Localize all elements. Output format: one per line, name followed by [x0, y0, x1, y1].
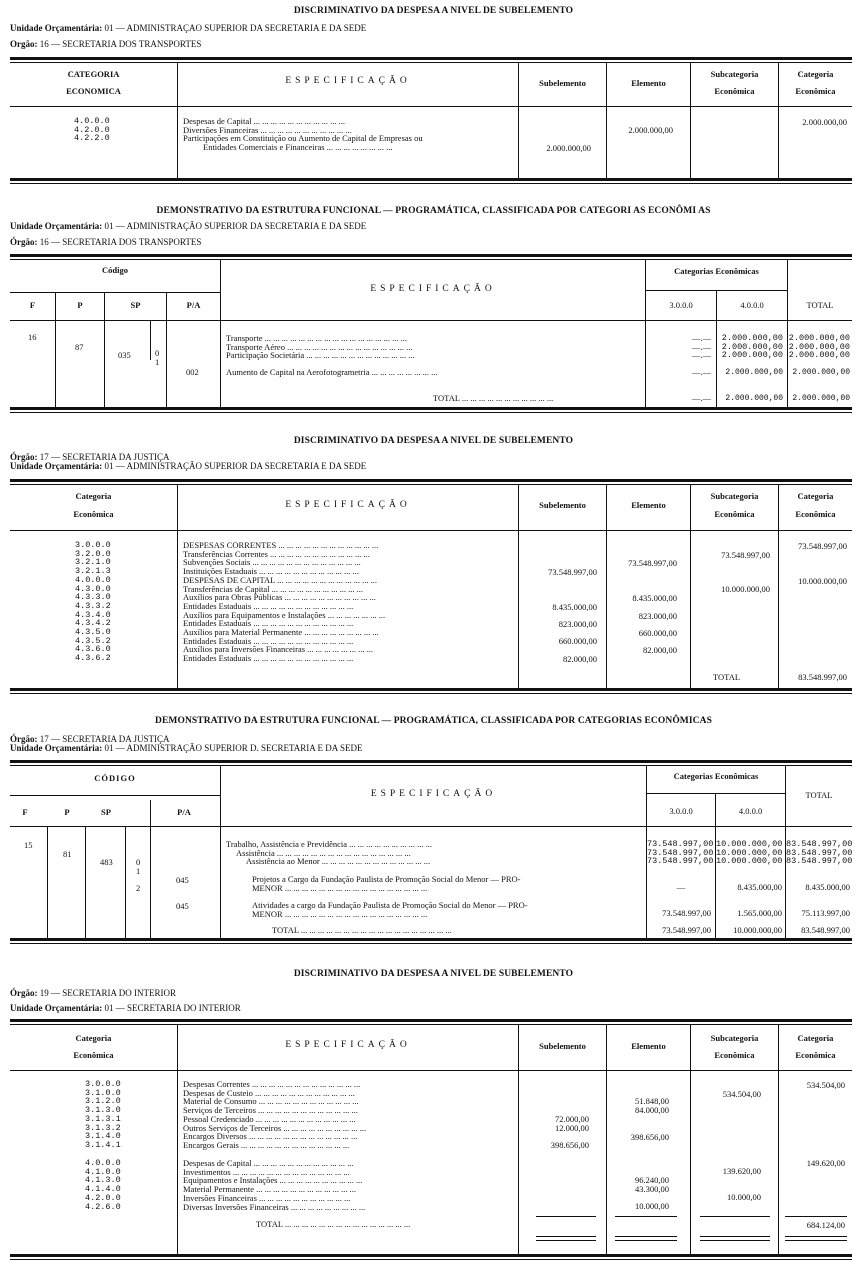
s3-codes: 3.0.0.0 3.2.0.0 3.2.1.0 3.2.1.3 4.0.0.0 4.3.0.0 4.3.3.0 4.3.3.2 4.3.4.0 4.3.4.2 4.3.5.0 4.3.5.2 4.3.6.0 4.3.6.2 [75, 540, 111, 664]
s4-f: 15 [24, 840, 33, 850]
s1-h-spec: ESPECIFICAÇÃO [285, 76, 411, 86]
s2-h-pa: P/A [186, 300, 201, 310]
s4-sub: 0 1 [136, 857, 141, 876]
s3-sub-1: 8.435.000,00 [552, 602, 597, 612]
s5-h-cat1: Categoria [75, 1033, 112, 1043]
s2-p: 87 [75, 342, 84, 352]
s5-cat-0: 534.504,00 [806, 1080, 845, 1090]
s4-title: DEMONSTRATIVO DA ESTRUTURA FUNCIONAL — PROGRAMÁTICA, CLASSIFICADA POR CATEGORIAS ECONÔMICAS [155, 716, 712, 726]
s4-h-f: F [22, 807, 28, 817]
s2-unidade: Unidade Orçamentária: 01 — ADMINISTRAÇÃO SUPERIOR DA SECRETARIA E DA SEDE [10, 221, 367, 231]
s4-h-spec: ESPECIFICAÇÃO [370, 789, 497, 799]
s5-cat-1: 149.620,00 [806, 1158, 845, 1168]
s2-f: 16 [28, 332, 37, 342]
s2-h-categorias: Categorias Econômicas [674, 266, 759, 276]
s3-h-subcat1: Subcategoria [710, 491, 759, 501]
s3-total-value: 83.548.997,00 [798, 672, 847, 682]
s1-elemento: 2.000.000,00 [628, 125, 673, 135]
s4-c4: 10.000.000,00 10.000.000,00 10.000.000,00 [716, 839, 783, 867]
s2-orgao: Órgão: 16 — SECRETARIA DOS TRANSPORTES [10, 237, 202, 247]
s5-h-spec: ESPECIFICAÇÃO [285, 1040, 411, 1050]
s2-h-total: TOTAL [806, 300, 834, 310]
s1-codes: 4.0.0.0 4.2.0.0 4.2.2.0 [74, 116, 110, 144]
s2-total-c4: 2.000.000,00 [725, 394, 783, 403]
s1-orgao: Orgão: 16 — SECRETARIA DOS TRANSPORTES [10, 39, 202, 49]
s5-total-label: TOTAL ... ... ... ... ... ... ... ... ... ... ... ... ... ... ... [256, 1219, 411, 1229]
s3-cat-1: 10.000.000,00 [798, 576, 847, 586]
s2-h-f: F [29, 300, 36, 310]
s3-sub-4: 82.000,00 [563, 654, 597, 664]
s1-h-categoria: CATEGORIA [67, 69, 120, 79]
s4-total-c4: 10.000.000,00 [733, 925, 782, 935]
s2-h-4000: 4.0.0.0 [740, 300, 764, 310]
s2-title: DEMONSTRATIVO DA ESTRUTURA FUNCIONAL — PROGRAMÁTICA, CLASSIFICADA POR CATEGORI AS ECONÔMI AS [156, 206, 711, 216]
s4-orgao: Órgão: 17 — SECRETARIA DA JUSTIÇA [10, 734, 170, 744]
s2-h-codigo: Código [102, 265, 128, 275]
s5-elem-c: 96.240,00 43.300,00 [635, 1175, 669, 1194]
s2-aum-total: 2.000.000,00 [792, 368, 850, 377]
s2-total-total: 2.000.000,00 [792, 394, 850, 403]
s4-sp: 483 [100, 857, 113, 867]
s5-elem-b: 398.656,00 [630, 1132, 669, 1142]
s4-h-categorias: Categorias Econômicas [673, 771, 759, 781]
s3-elem-2: 823.000,00 [638, 611, 677, 621]
s3-elem-4: 82.000,00 [643, 645, 677, 655]
s3-h-subelemento: Subelemento [539, 500, 586, 510]
s2-h-sp: SP [130, 300, 141, 310]
s1-h-subcat1: Subcategoria [710, 69, 759, 79]
s3-orgao: Órgão: 17 — SECRETARIA DA JUSTIÇA [10, 452, 170, 462]
s5-h-cat2: Econômica [73, 1050, 114, 1060]
s3-h-subcat2: Econômica [714, 509, 755, 519]
s2-h-3000: 3.0.0.0 [669, 300, 693, 310]
s5-sub-b: 398.656,00 [550, 1140, 589, 1150]
s5-title: DISCRIMINATIVO DA DESPESA A NIVEL DE SUBELEMENTO [293, 969, 574, 979]
s4-pa-1: 045 [176, 901, 189, 911]
s4-ativ-total: 75.113.997,00 [801, 908, 850, 918]
s5-desc-b: Despesas de Capital ... ... ... ... ... ... ... ... ... ... ... ... Investimentos ... ... ... ... ... ... ... ... ... ... ... ... ... ... Equipamentos e Instalações ... ... ... ... ... ... ... ... ... ... Material Permanente ... ... ... ... ... ... ... ... ... ... ... ... Inversões Financeiras ... ... ... ... ... ... ... ... ... ... ... Diversas Inversões Financeiras ... ... ... ... ... ... ... ... ... [183, 1158, 366, 1212]
s4-h-3000: 3.0.0.0 [669, 806, 693, 816]
s5-total-value: 684.124,00 [806, 1220, 845, 1230]
s3-elem-1: 8.435.000,00 [632, 593, 677, 603]
s5-elem-d: 10.000,00 [635, 1201, 669, 1211]
s3-elem-0: 73.548.997,00 [628, 558, 677, 568]
s1-h-economica: ECONOMICA [66, 86, 121, 96]
s5-h-catb2: Econômica [795, 1050, 836, 1060]
s4-pa-0: 045 [176, 875, 189, 885]
s1-h-subcat2: Econômica [714, 86, 755, 96]
s4-unidade: Unidade Orçamentária: 01 — ADMINISTRAÇÃO SUPERIOR D. SECRETARIA E DA SEDE [10, 743, 363, 753]
s2-desc: Transporte ... ... ... ... ... ... ... ... ... ... ... ... ... ... ... ... ... Transporte Aéreo ... ... ... ... ... ... ... ... ... ... ... ... ... ... ... Participação Societária ... ... ... ... ... ... ... ... ... ... ... ... ... [226, 333, 415, 361]
s4-proj-c3: — [676, 882, 686, 892]
s1-desc: Despesas de Capital ... ... ... ... ... ... ... ... ... ... ... Diversões Financeiras ... ... ... ... ... ... ... ... ... ... ... Participações em Constituição ou Aumento de Capital de Empresas ou Entidades Comerciais e Financeiras ... ... ... ... ... ... ... ... [183, 116, 423, 153]
s2-total-col: 2.000.000,00 2.000.000,00 2.000.000,00 [788, 333, 850, 361]
s2-h-spec: ESPECIFICAÇÃO [370, 284, 496, 294]
s5-subcat-0: 534.504,00 [722, 1089, 761, 1099]
s4-h-sp: SP [101, 807, 111, 817]
s4-h-total: TOTAL [805, 790, 833, 800]
s3-h-catb1: Categoria [797, 491, 834, 501]
s1-h-cat1: Categoria [797, 69, 834, 79]
s5-desc-a: Despesas Correntes ... ... ... ... ... ... ... ... ... ... ... ... ... Despesas de Custeio ... ... ... ... ... ... ... ... ... ... ... ... Material de Consumo ... ... ... ... ... ... ... ... ... ... ... ... Serviços de Terceiros ... ... ... ... ... ... ... ... ... ... ... ... Pessoal Credenciado ... ... ... ... ... ... ... ... ... ... ... ... Outros Serviços de Terceiros ... ... ... ... ... ... ... ... ... ... Encargos Diversos ... ... ... ... ... ... ... ... ... ... ... ... ... Encargos Gerais ... ... ... ... ... ... ... ... ... ... ... ... ... [183, 1079, 367, 1150]
s2-sp: 035 [118, 350, 131, 360]
s4-total-total: 83.548.997,00 [801, 925, 850, 935]
s3-h-catb2: Econômica [795, 509, 836, 519]
s5-subcat-1: 139.620,00 [722, 1166, 761, 1176]
s5-codes-a: 3.0.0.0 3.1.0.0 3.1.2.0 3.1.3.0 3.1.3.1 3.1.3.2 3.1.4.0 3.1.4.1 [85, 1079, 121, 1150]
s3-h-spec: ESPECIFICAÇÃO [285, 500, 411, 510]
s3-cat-0: 73.548.997,00 [798, 541, 847, 551]
s3-elem-3: 660.000,00 [638, 628, 677, 638]
s4-total-label: TOTAL ... ... ... ... ... ... ... ... ... ... ... ... ... ... ... ... ... ... [272, 925, 452, 935]
s3-sub-2: 823.000,00 [558, 619, 597, 629]
s2-total-label: TOTAL ... ... ... ... ... ... ... ... ... ... ... [433, 393, 554, 403]
s4-h-codigo: CÓDIGO [94, 773, 136, 783]
s5-codes-b: 4.0.0.0 4.1.0.0 4.1.3.0 4.1.4.0 4.2.0.0 4.2.6.0 [85, 1158, 121, 1212]
s2-sub: 0 1 [155, 348, 160, 367]
s4-ativ: Atividades a cargo da Fundação Paulista de Promoção Social do Menor — PRO- MENOR ... ... ... ... ... ... ... ... ... ... ... ... ... ... ... ... ... [252, 900, 528, 919]
s3-sub-3: 660.000,00 [558, 636, 597, 646]
s3-desc: DESPESAS CORRENTES ... ... ... ... ... ... ... ... ... ... ... ... Transferências Correntes ... ... ... ... ... ... ... ... ... ... ... ... Subvenções Sociais ... ... ... ... ... ... ... ... ... ... ... ... ... Instituições Estaduais ... ... ... ... ... ... ... ... ... ... ... ... DESPESAS DE CAPITAL ... ... ... ... ... ... ... ... ... ... ... ... Transferências de Capital ... ... ... ... ... ... ... ... ... ... ... Auxílios para Obras Públicas ... ... ... ... ... ... ... ... ... ... ... Entidades Estaduais ... ... ... ... ... ... ... ... ... ... ... ... Auxílios para Equipamentos e Instalações ... ... ... ... ... ... ... Entidades Estaduais ... ... ... ... ... ... ... ... ... ... ... ... Auxílios para Material Permanente ... ... ... ... ... ... ... ... ... Entidades Estaduais ... ... ... ... ... ... ... ... ... ... ... ... Auxílios para Inversões Financeiras ... ... ... ... ... ... ... ... Entidades Estaduais ... ... ... ... ... ... ... ... ... ... ... ... [183, 540, 386, 664]
s5-orgao: Órgão: 19 — SECRETARIA DO INTERIOR [10, 988, 177, 998]
s1-title: DISCRIMINATIVO DA DESPESA A NIVEL DE SUBELEMENTO [293, 6, 574, 16]
s4-ativ-c4: 1.565.000,00 [737, 908, 782, 918]
s4-sub-2: 2 [136, 883, 141, 893]
s3-sub-0: 73.548.997,00 [548, 567, 597, 577]
s1-h-subelemento: Subelemento [539, 78, 586, 88]
s4-h-pa: P/A [177, 807, 191, 817]
s5-h-subcat2: Econômica [714, 1050, 755, 1060]
s4-total-c3: 73.548.997,00 [662, 925, 711, 935]
s4-proj-c4: 8.435.000,00 [737, 882, 782, 892]
s5-unidade: Unidade Orçamentária: 01 — SECRETARIA DO INTERIOR [10, 1003, 241, 1013]
s4-total-col: 83.548.997,00 83.548.997,00 83.548.997,00 [786, 839, 853, 867]
s2-h-p: P [77, 300, 83, 310]
s5-h-elemento: Elemento [631, 1041, 666, 1051]
s2-total-c3: —.— [691, 393, 711, 403]
s3-h-cat1: Categoria [75, 491, 112, 501]
s1-h-cat2: Econômica [795, 86, 836, 96]
s4-h-p: P [64, 807, 70, 817]
s5-h-subcat1: Subcategoria [710, 1033, 759, 1043]
s5-sub-a: 72.000,00 12.000,00 [555, 1114, 589, 1133]
s3-total-label: TOTAL [713, 672, 741, 682]
s2-aum-c3: —.— [691, 367, 711, 377]
s1-unidade: Unidade Orçamentária: 01 — ADMINISTRAÇAO SUPERIOR DA SECRETARIA E DA SEDE [10, 23, 367, 33]
s3-h-elemento: Elemento [631, 500, 666, 510]
s4-p: 81 [63, 849, 72, 859]
s2-c4: 2.000.000,00 2.000.000,00 2.000.000,00 [721, 333, 783, 361]
s2-c3: —.— —.— —.— [691, 333, 711, 361]
s1-subelemento: 2.000.000,00 [546, 143, 591, 153]
s4-proj: Projetos a Cargo da Fundação Paulista de Promoção Social do Menor — PRO- MENOR ... ... ... ... ... ... ... ... ... ... ... ... ... ... ... ... ... [252, 874, 521, 893]
s4-proj-total: 8.435.000,00 [805, 882, 850, 892]
s5-h-catb1: Categoria [797, 1033, 834, 1043]
s4-h-4000: 4.0.0.0 [738, 806, 763, 816]
s4-c3: 73.548.997,00 73.548.997,00 73.548.997,00 [647, 839, 714, 867]
s2-desc-aumento: Aumento de Capital na Aerofotogrametria ... ... ... ... ... ... ... ... [226, 367, 438, 377]
s3-h-cat2: Econômica [73, 509, 114, 519]
s2-aum-c4: 2.000.000,00 [725, 368, 783, 377]
s5-elem-a: 51.848,00 84.000,00 [635, 1096, 669, 1115]
s1-categoria: 2.000.000,00 [802, 117, 847, 127]
s4-ativ-c3: 73.548.997,00 [662, 908, 711, 918]
s2-pa: 002 [186, 367, 199, 377]
s3-subcat-1: 10.000.000,00 [721, 584, 770, 594]
s5-subcat-2: 10.000,00 [727, 1192, 761, 1202]
s3-subcat-0: 73.548.997,00 [721, 550, 770, 560]
s3-unidade: Unidade Orçamentária: 01 — ADMINISTRAÇÃO SUPERIOR DA SECRETARIA E DA SEDE [10, 461, 367, 471]
s3-title: DISCRIMINATIVO DA DESPESA A NIVEL DE SUBELEMENTO [293, 436, 574, 446]
s4-desc: Trabalho, Assistência e Previdência ... ... ... ... ... ... ... ... ... ... Assistência ... ... ... ... ... ... ... ... ... ... ... ... ... ... ... ... Assistência ao Menor ... ... ... ... ... ... ... ... ... ... ... ... ... [226, 839, 433, 867]
s5-h-subelemento: Subelemento [539, 1041, 586, 1051]
s1-h-elemento: Elemento [631, 78, 666, 88]
